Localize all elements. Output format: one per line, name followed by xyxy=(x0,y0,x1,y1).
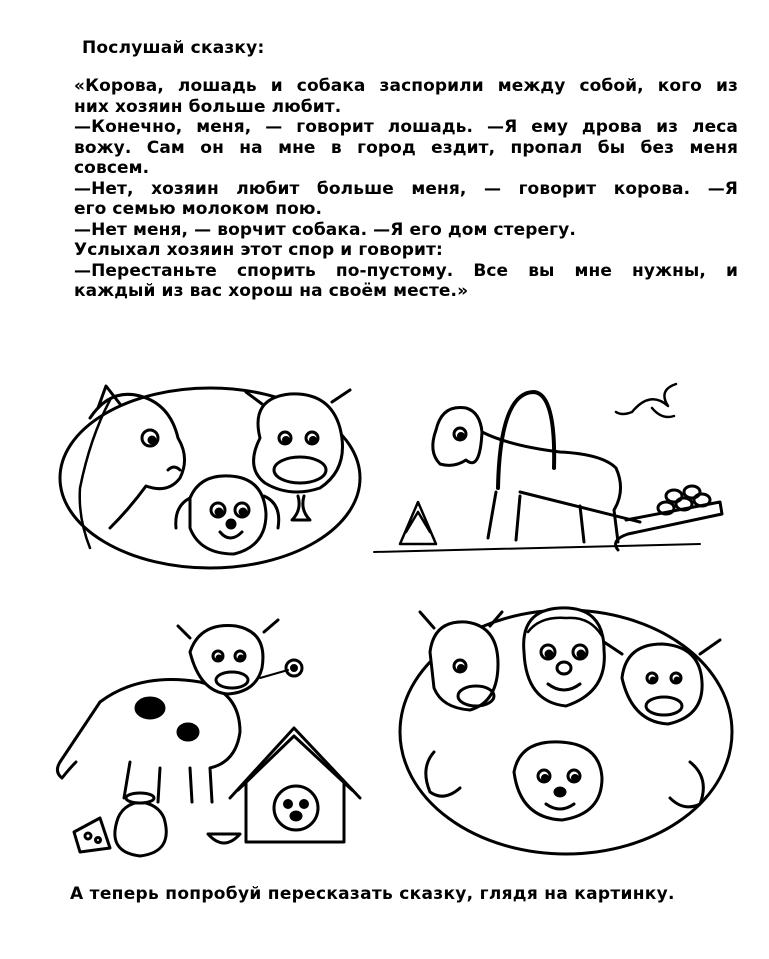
story-line: —Нет меня, — ворчит собака. —Я его дом стерегу. xyxy=(74,219,576,240)
master-hugging-animals-picture xyxy=(390,592,750,862)
cow-and-doghouse-picture xyxy=(40,612,370,862)
page-heading: Послушай сказку: xyxy=(82,38,265,58)
story-line: Услыхал хозяин этот спор и говорит: xyxy=(74,240,443,260)
story-line: —Конечно, меня, — говорит лошадь. —Я ему дрова из леса xyxy=(74,117,738,137)
story-line: вожу. Сам он на мне в город ездит, пропал бы без меня xyxy=(74,137,738,158)
story-line: «Корова, лошадь и собака заспорили между собой, кого из xyxy=(74,76,738,96)
story-line: каждый из вас хорош на своём месте.» xyxy=(74,281,469,301)
story-line: совсем. xyxy=(74,158,150,178)
story-line: них хозяин больше любит. xyxy=(74,96,342,117)
story-text xyxy=(74,76,738,302)
horse-pulling-sledge-picture xyxy=(370,372,730,572)
story-line: его семью молоком пою. xyxy=(74,199,323,219)
story-line: —Перестаньте спорить по-пустому. Все вы мне нужны, и xyxy=(74,260,738,281)
story-line: —Нет, хозяин любит больше меня, — говорит корова. —Я xyxy=(74,178,738,199)
retell-instruction: А теперь попробуй пересказать сказку, глядя на картинку. xyxy=(70,884,675,904)
horse-cow-dog-argue-picture xyxy=(50,378,380,578)
